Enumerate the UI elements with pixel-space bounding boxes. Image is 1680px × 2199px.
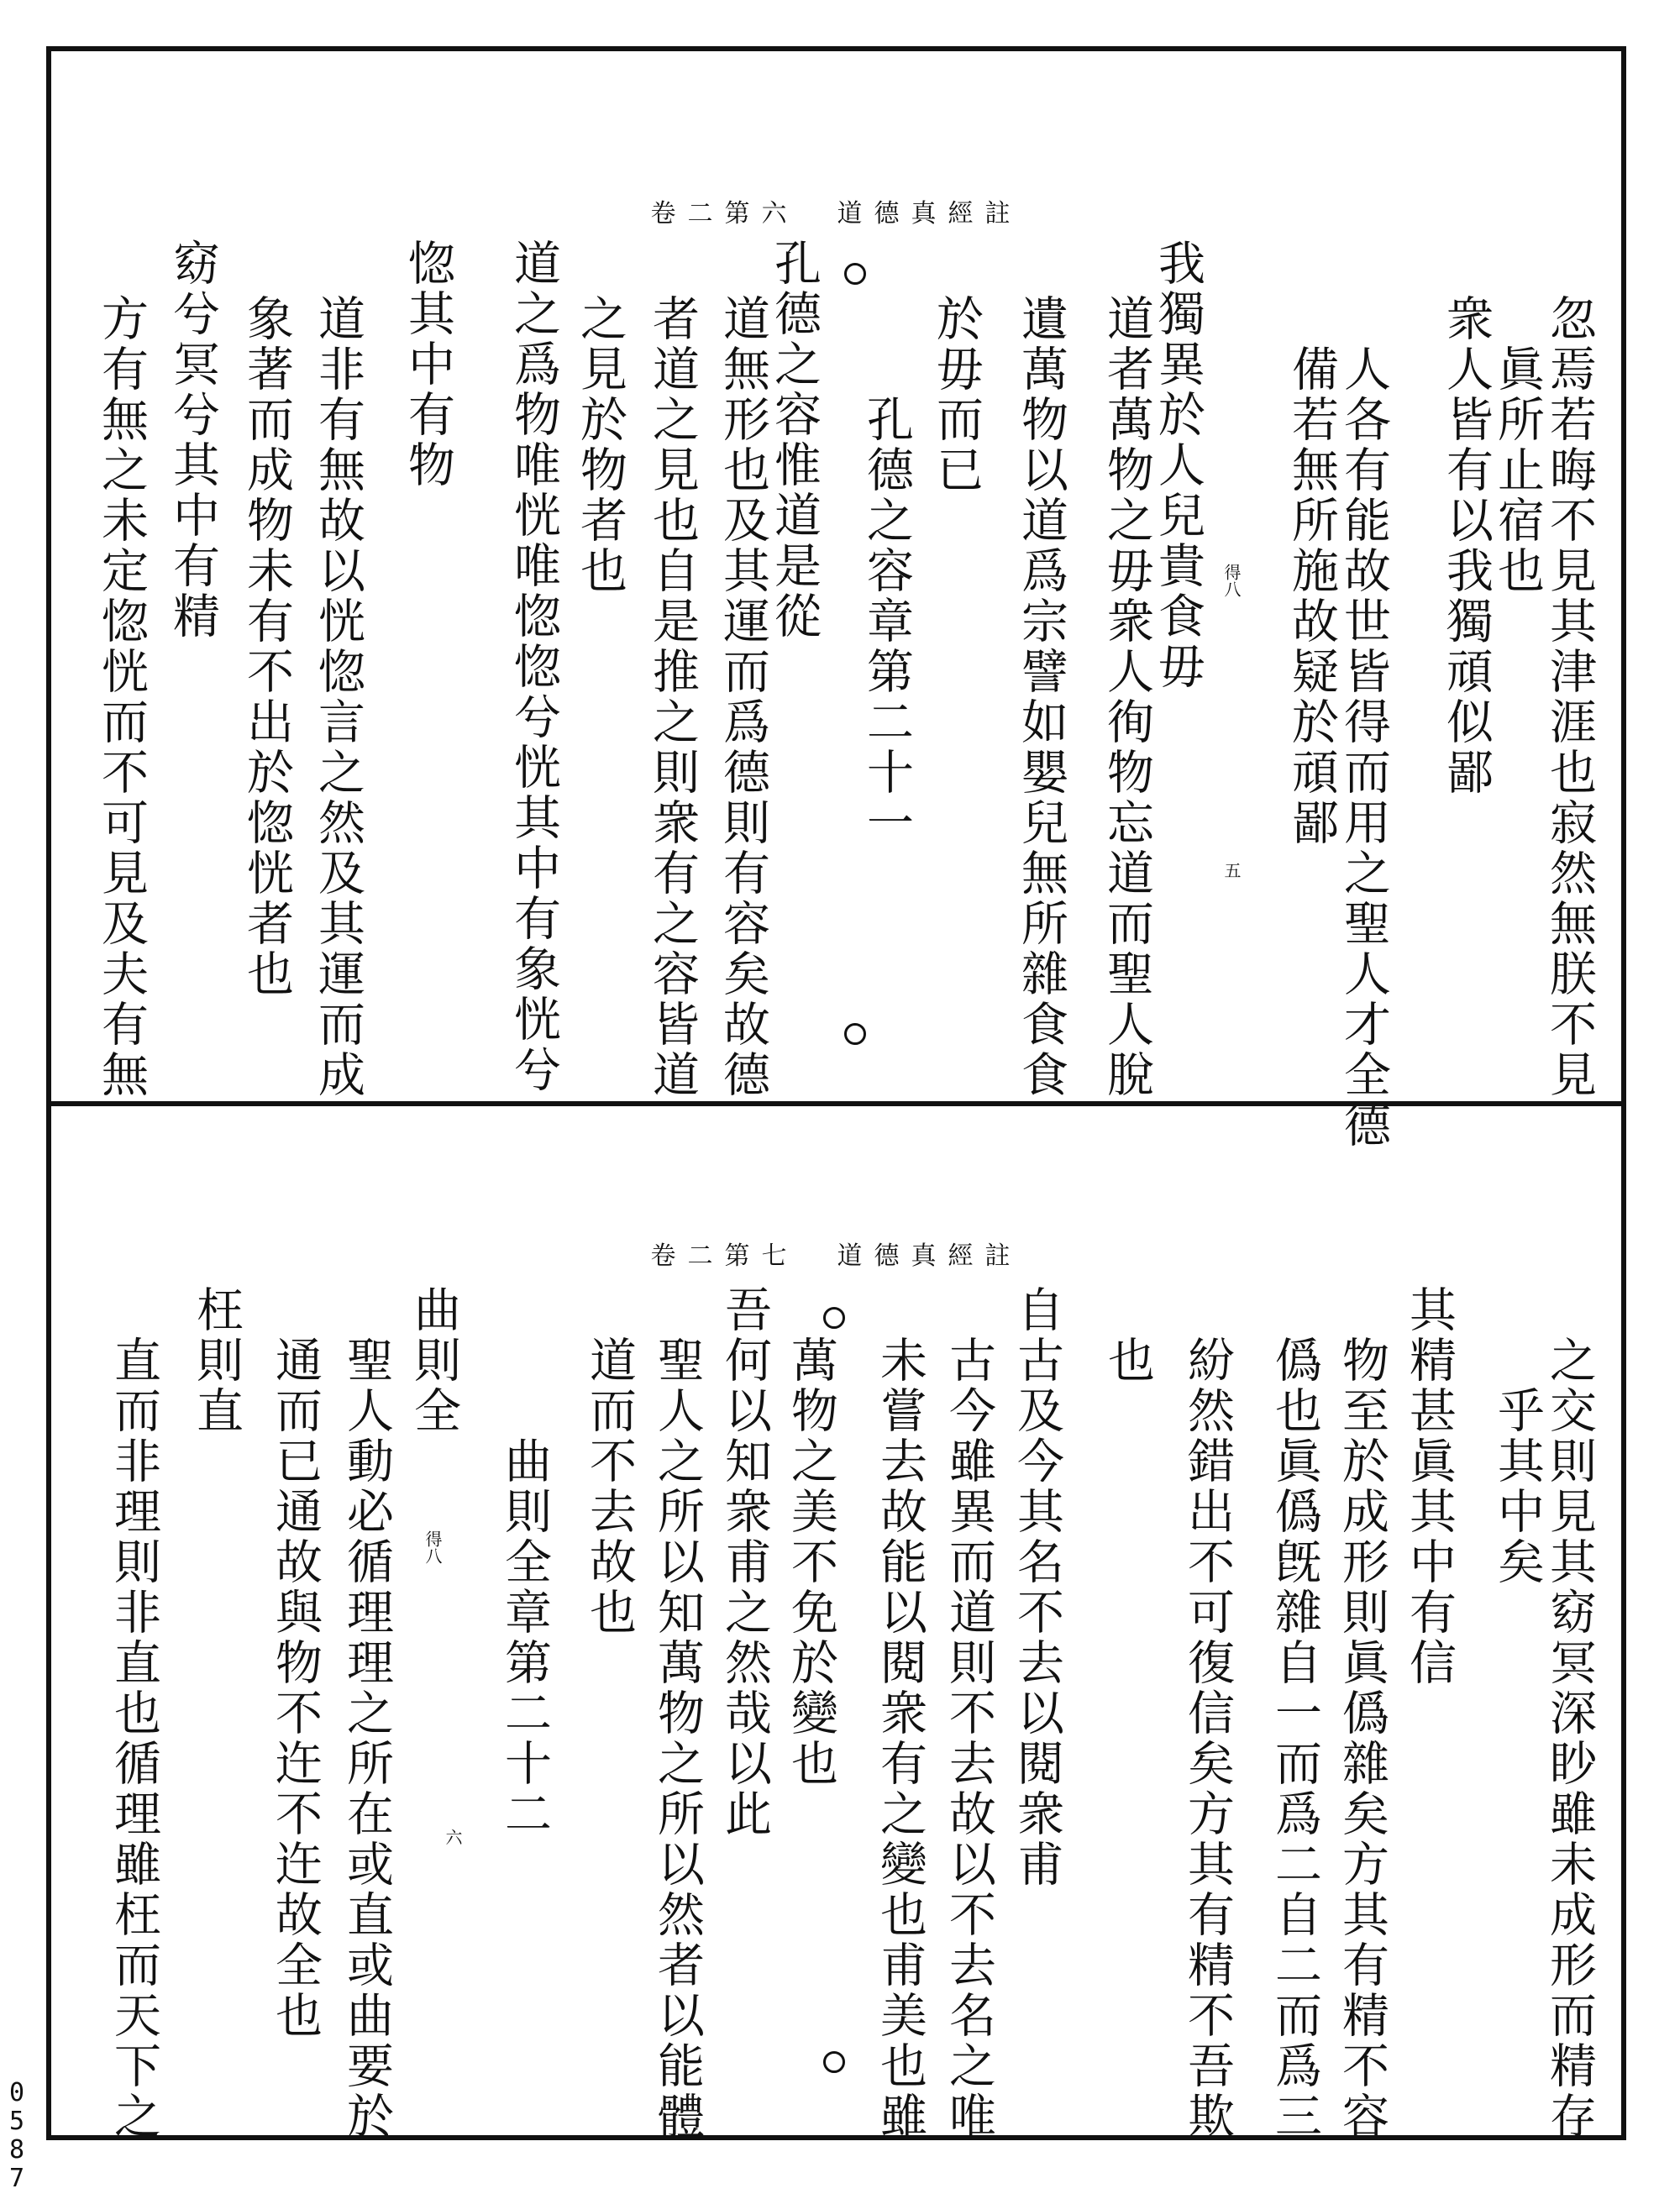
top-panel bbox=[51, 51, 1621, 1151]
text-column: 道非有無故以恍惚言之然及其運而成 bbox=[311, 294, 365, 1100]
text-column: 衆人皆有以我獨頑似鄙 bbox=[1439, 294, 1494, 798]
text-column: 忽焉若晦不見其津涯也寂然無朕不見 bbox=[1542, 294, 1597, 1100]
text-column: 乎其中矣 bbox=[1490, 1386, 1545, 1588]
text-column: 於毋而已 bbox=[929, 294, 984, 496]
top-running-header bbox=[51, 192, 1621, 229]
text-column: 通而已通故與物不迕不迕故全也 bbox=[268, 1336, 323, 2041]
text-column: 萬物之美不免於變也 bbox=[784, 1336, 838, 1789]
text-column: 聖人之所以知萬物之所以然者以能體 bbox=[650, 1336, 705, 2142]
text-column: 自古及今其名不去以閱衆甫 bbox=[1010, 1285, 1064, 1890]
text-column: 古今雖異而道則不去故以不去名之唯 bbox=[942, 1336, 996, 2142]
chapter-title: 曲則全章第二十二 bbox=[497, 1436, 552, 1839]
top-margin-note: 得八 bbox=[1221, 564, 1242, 597]
text-column: 道無形也及其運而爲德則有容矣故德 bbox=[716, 294, 770, 1100]
text-column: 窈兮冥兮其中有精 bbox=[165, 239, 220, 642]
text-column: 之見於物者也 bbox=[573, 294, 627, 596]
punctuation-circle bbox=[823, 1307, 845, 1329]
bottom-leaf-marker: 六 bbox=[443, 1829, 463, 1845]
chapter-title: 孔德之容章第二十一 bbox=[859, 395, 914, 848]
bottom-panel bbox=[51, 1106, 1621, 2142]
top-header-volume: 卷二第六 bbox=[650, 199, 799, 228]
bottom-header-title: 道德真經註 bbox=[837, 1241, 1022, 1271]
top-leaf-marker: 五 bbox=[1221, 862, 1242, 879]
text-column: 曲則全 bbox=[407, 1285, 461, 1436]
text-column: 之交則見其窈冥深眇雖未成形而精存 bbox=[1542, 1336, 1597, 2142]
text-column: 備若無所施故疑於頑鄙 bbox=[1284, 344, 1339, 848]
page-number: 0 5 8 7 bbox=[8, 2078, 25, 2193]
punctuation-circle bbox=[844, 263, 866, 285]
text-column: 紛然錯出不可復信矣方其有精不吾欺 bbox=[1180, 1336, 1235, 2142]
bottom-margin-note: 得八 bbox=[423, 1530, 443, 1564]
punctuation-circle bbox=[823, 2051, 845, 2073]
text-column: 我獨異於人兒貴食毋 bbox=[1151, 239, 1205, 692]
text-column: 道而不去故也 bbox=[582, 1336, 637, 1638]
text-column: 也 bbox=[1100, 1336, 1155, 1386]
text-column: 道之爲物唯恍唯惚惚兮恍其中有象恍兮 bbox=[507, 239, 561, 1095]
text-column: 物至於成形則眞僞雜矣方其有精不容 bbox=[1335, 1336, 1389, 2142]
text-column: 孔德之容惟道是從 bbox=[767, 239, 822, 642]
text-column: 僞也眞僞旣雜自一而爲二自二而爲三 bbox=[1268, 1336, 1322, 2142]
text-column: 道者萬物之毋衆人徇物忘道而聖人脫 bbox=[1100, 294, 1154, 1100]
punctuation-circle bbox=[844, 1023, 866, 1045]
bottom-header-volume: 卷二第七 bbox=[650, 1241, 799, 1271]
text-column: 人各有能故世皆得而用之聖人才全德 bbox=[1336, 344, 1391, 1151]
bottom-running-header bbox=[51, 1235, 1621, 1272]
text-column: 枉則直 bbox=[189, 1285, 244, 1436]
text-column: 眞所止宿也 bbox=[1490, 344, 1545, 596]
top-header-title: 道德真經註 bbox=[837, 199, 1022, 228]
text-column: 惚其中有物 bbox=[401, 239, 455, 491]
text-column: 其精甚眞其中有信 bbox=[1402, 1285, 1457, 1688]
text-column: 聖人動必循理理之所在或直或曲要於 bbox=[339, 1336, 394, 2142]
text-column: 方有無之未定惚恍而不可見及夫有無 bbox=[94, 294, 149, 1100]
text-column: 者道之見也自是推之則衆有之容皆道 bbox=[645, 294, 700, 1100]
text-column: 象著而成物未有不出於惚恍者也 bbox=[239, 294, 294, 1000]
text-column: 遺萬物以道爲宗譬如嬰兒無所雜食食 bbox=[1014, 294, 1068, 1100]
text-column: 直而非理則非直也循理雖枉而天下之 bbox=[107, 1336, 161, 2142]
text-column: 吾何以知衆甫之然哉以此 bbox=[717, 1285, 772, 1839]
text-column: 未嘗去故能以閱衆有之變也甫美也雖 bbox=[873, 1336, 927, 2142]
